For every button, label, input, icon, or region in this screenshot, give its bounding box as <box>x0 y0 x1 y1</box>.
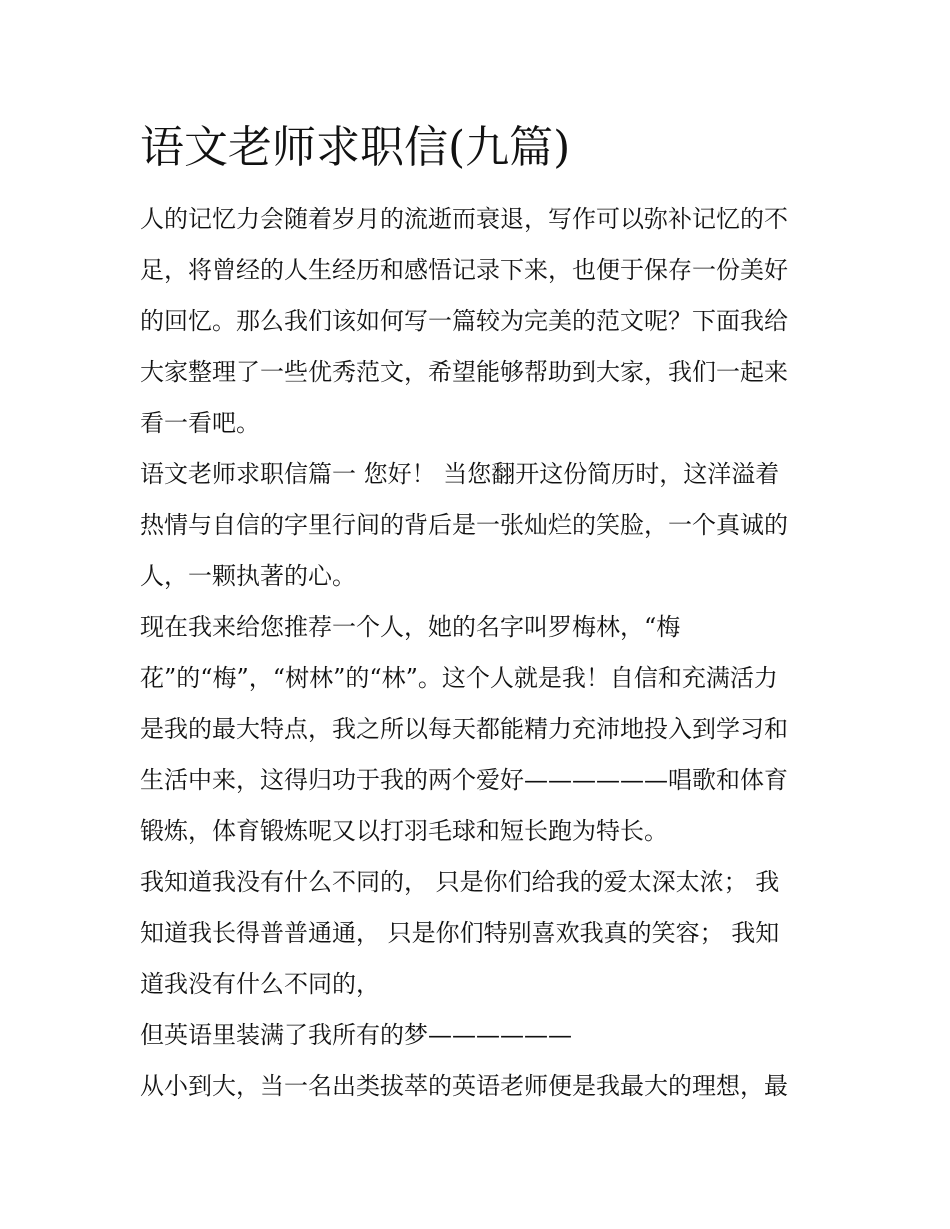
text-line: 语文老师求职信篇一 您好！ 当您翻开这份简历时，这洋溢着 <box>140 460 780 488</box>
text-line: 但英语里装满了我所有的梦—————— <box>140 1021 572 1049</box>
text-line: 是我的最大特点，我之所以每天都能精力充沛地投入到学习和 <box>140 715 788 743</box>
text-line: 看一看吧。 <box>140 409 260 437</box>
text-line: 知道我长得普普通通， 只是你们特别喜欢我真的笑容； 我知 <box>140 919 780 947</box>
document-title: 语文老师求职信(九篇) <box>140 122 571 173</box>
text-line: 人的记忆力会随着岁月的流逝而衰退，写作可以弥补记忆的不 <box>140 205 788 233</box>
document-text <box>140 194 820 1112</box>
text-line: 锻炼，体育锻炼呢又以打羽毛球和短长跑为特长。 <box>140 817 668 845</box>
text-line: 人，一颗执著的心。 <box>140 562 356 590</box>
text-line: 热情与自信的字里行间的背后是一张灿烂的笑脸，一个真诚的 <box>140 511 788 539</box>
text-line: 生活中来，这得归功于我的两个爱好——————唱歌和体育 <box>140 766 788 794</box>
text-line: 道我没有什么不同的， <box>140 970 380 998</box>
text-line: 现在我来给您推荐一个人，她的名字叫罗梅林，“梅 <box>140 613 681 641</box>
text-line: 的回忆。那么我们该如何写一篇较为完美的范文呢？下面我给 <box>140 307 788 335</box>
text-line: 足，将曾经的人生经历和感悟记录下来，也便于保存一份美好 <box>140 256 788 284</box>
text-line: 花”的“梅”，“树林”的“林”。这个人就是我！自信和充满活力 <box>140 664 778 692</box>
text-line: 大家整理了一些优秀范文，希望能够帮助到大家，我们一起来 <box>140 358 788 386</box>
document-body <box>140 118 820 1112</box>
text-line: 我知道我没有什么不同的， 只是你们给我的爱太深太浓； 我 <box>140 868 780 896</box>
text-line: 从小到大，当一名出类拔萃的英语老师便是我最大的理想，最 <box>140 1072 788 1100</box>
